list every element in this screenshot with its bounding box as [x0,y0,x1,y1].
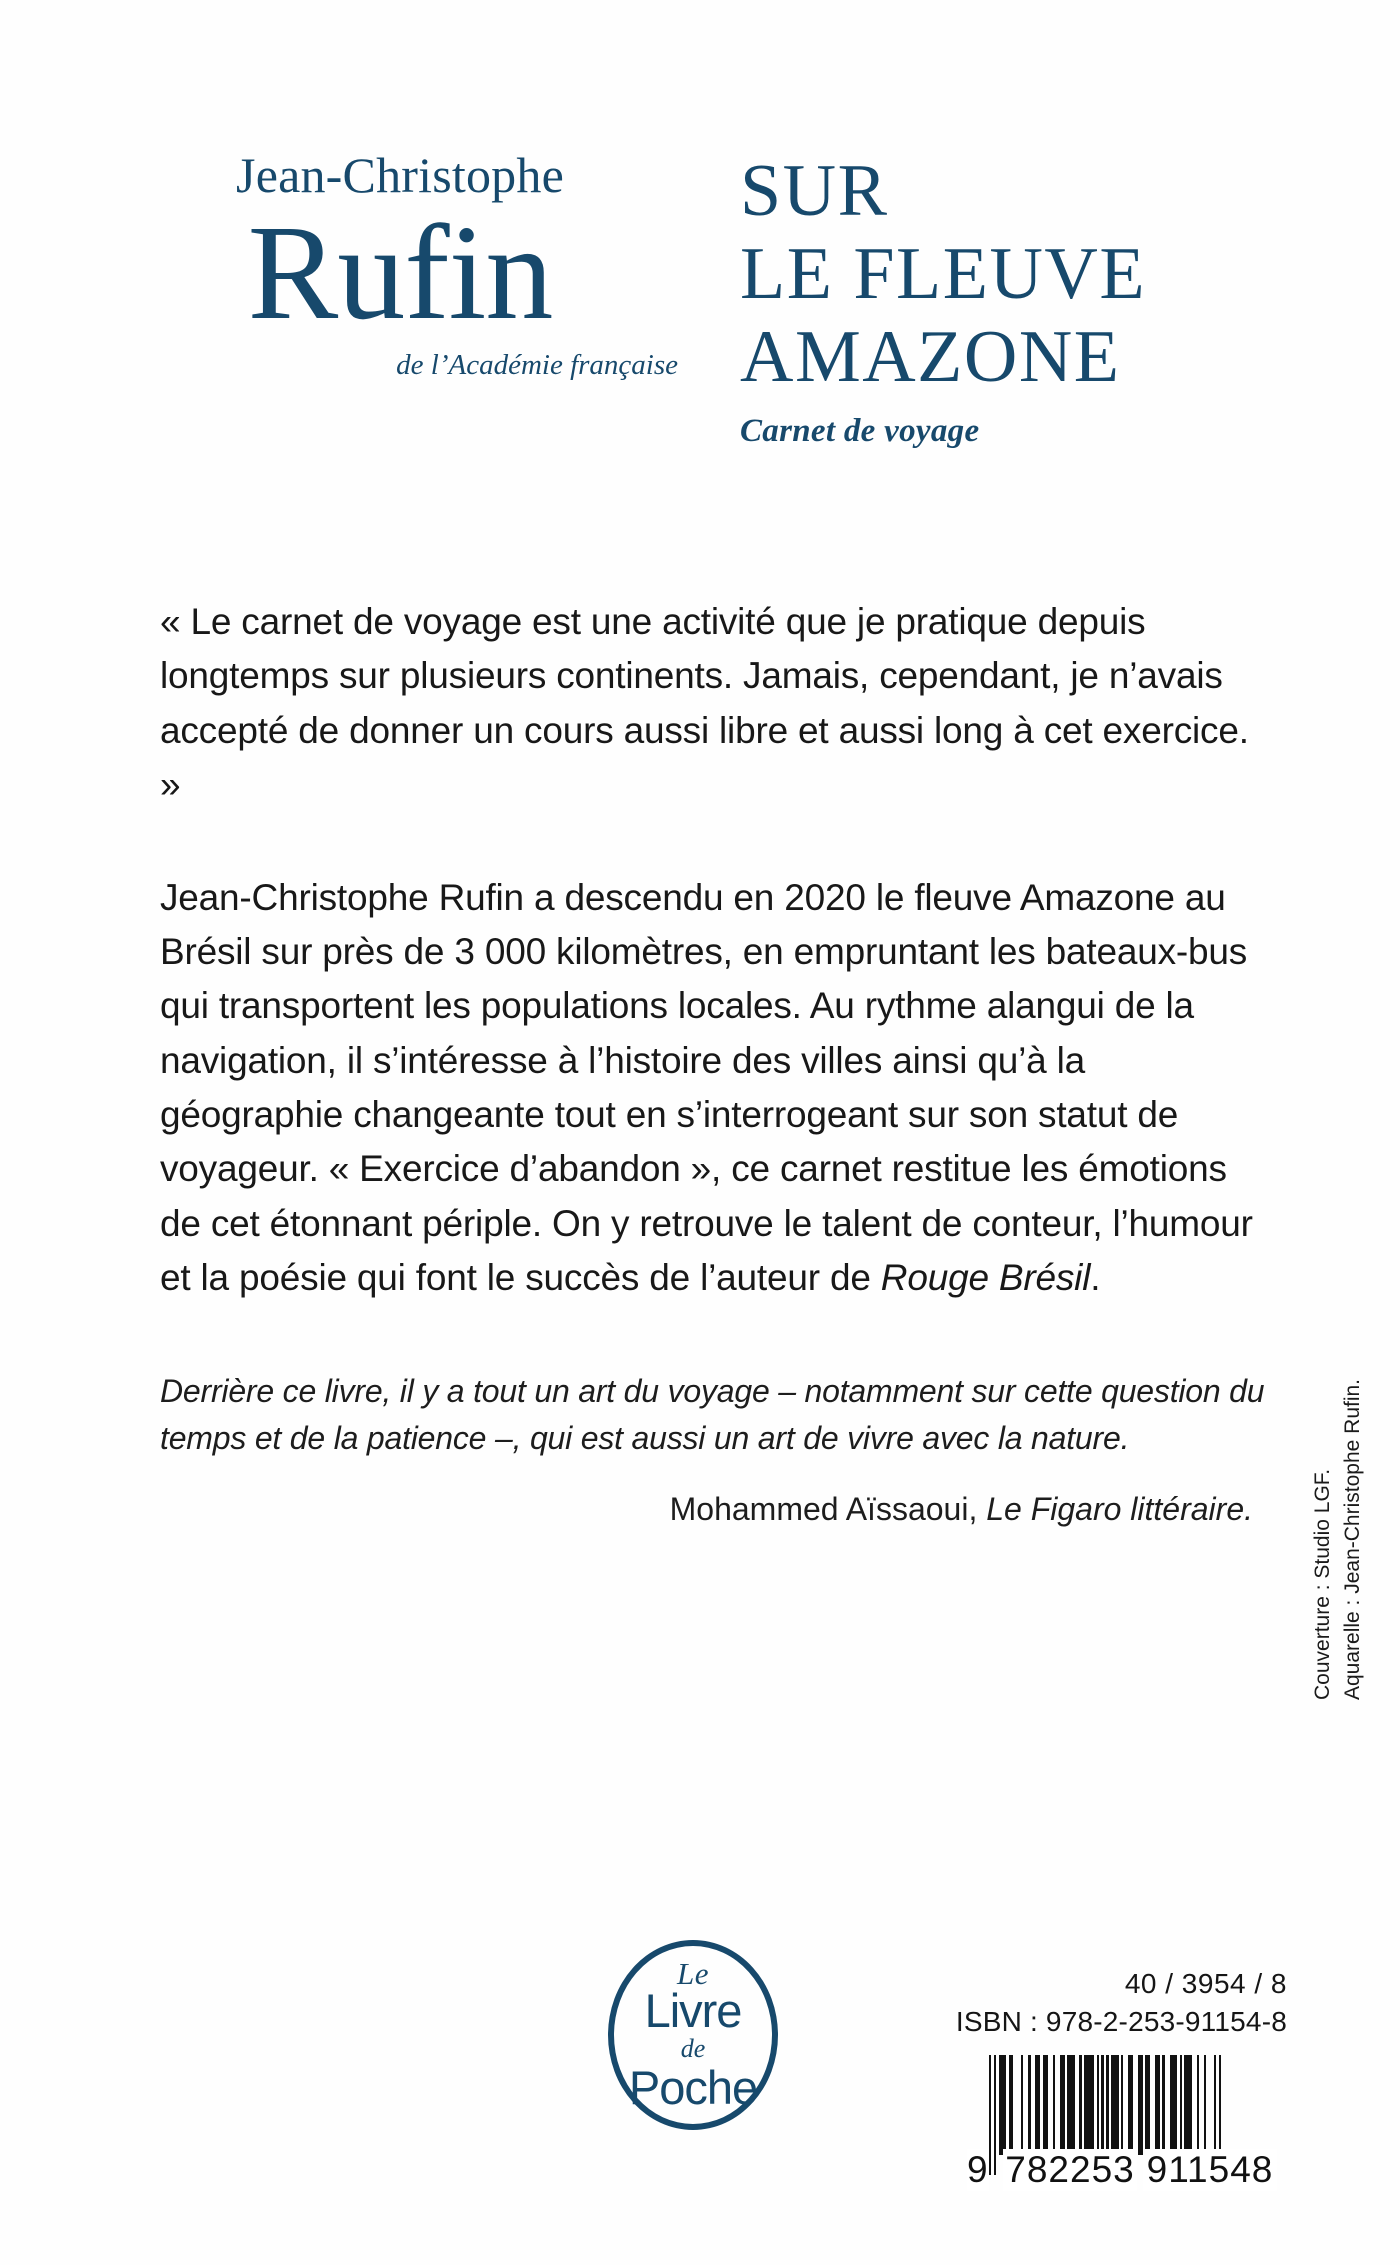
cover-credit-line-2: Aquarelle : Jean-Christophe Rufin. [1341,1378,1365,1700]
publisher-logo [608,1940,778,2130]
press-review-quote: Derrière ce livre, il y a tout un art du voyage – notamment sur cette question du temps et de la patience –, qui est aussi un art de vivre avec la nature. [160,1372,1265,1456]
book-description [160,871,1265,1306]
cover-credits [1308,1280,1369,1700]
description-text-part-2: . [1090,1257,1101,1299]
barcode-digit-group-1: 782253 [1003,2149,1137,2191]
title-line-1: SUR [740,150,889,232]
author-affiliation: de l’Académie française [396,348,678,381]
publisher-logo-line-le: Le [677,1956,709,1992]
barcode-digit-left: 9 [967,2149,989,2190]
title-block [740,150,1280,450]
referenced-book-title: Rouge Brésil [880,1257,1091,1299]
press-publication-name: Le Figaro littéraire. [986,1491,1253,1528]
author-quote: « Le carnet de voyage est une activité que je pratique depuis longtemps sur plusieurs continents. Jamais, cependant, je n’avais accepté de donner un cours aussi libre et aussi long à cet exercice. » [160,601,1249,806]
barcode-digits [967,2149,1287,2191]
blurb-area [160,595,1265,1534]
press-reviewer-name: Mohammed Aïssaoui, [669,1491,987,1528]
title-line-2: LE FLEUVE [740,232,1147,315]
cover-credit-line-1: Couverture : Studio LGF. [1311,1468,1334,1700]
description-text-part-1: Jean-Christophe Rufin a descendu en 2020 le fleuve Amazone au Brésil sur près de 3 000 kilomètres, en empruntant les bateaux-bus qui transportent les populations locales. Au rythme alangui de la navigation, il s’intéresse à l’histoire des villes ainsi qu’à la géographie changeante tout en s’interrogeant sur son statut de voyageur. « Exercice d’abandon », ce carnet restitue les émotions de cet étonnant périple. On y retrouve le talent de conteur, l’humour et la poésie qui font le succès de l’auteur de [160,876,1253,1299]
catalog-reference: 40 / 3954 / 8 [1124,1968,1287,1999]
barcode [967,2055,1287,2191]
press-review-credit [160,1486,1265,1533]
author-last-name: Rufin [247,198,553,348]
book-subtitle: Carnet de voyage [740,412,980,449]
isbn-number: ISBN : 978-2-253-91154-8 [955,2005,1287,2037]
publisher-logo-line-livre: Livre [644,1984,742,2038]
author-first-name: Jean-Christophe [236,147,564,203]
publisher-logo-line-de: de [680,2034,706,2064]
author-block [120,147,680,382]
publisher-logo-line-poche: Poche [628,2060,758,2114]
cover-header [0,147,1400,490]
isbn-block [956,1965,1287,2041]
barcode-digit-group-2: 911548 [1143,2149,1277,2191]
title-line-3: AMAZONE [740,315,1121,398]
